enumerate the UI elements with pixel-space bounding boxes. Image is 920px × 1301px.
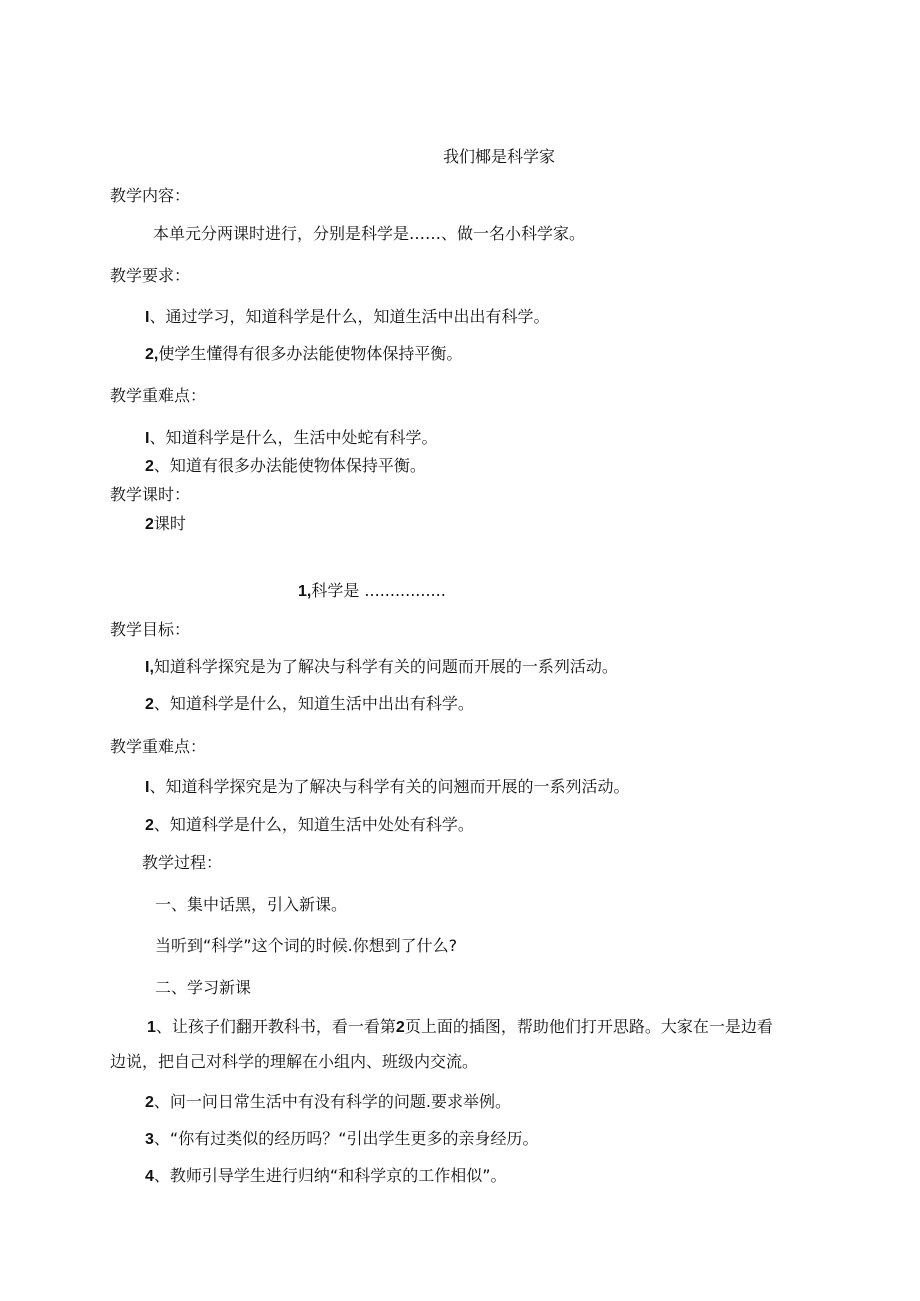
item-text: 、知道有很多办法能使物体保持平衡。 (153, 456, 426, 475)
item-text: 、问一问日常生活中有没有科学的问题.要求举例。 (153, 1092, 511, 1111)
item-number: I (145, 779, 150, 796)
document-title: 我们椰是科学家 (443, 147, 556, 166)
goal-item (145, 694, 474, 715)
item-text: 、让孩子们翻开教科书，看一看第 (155, 1017, 396, 1036)
item-text: 课时 (153, 514, 186, 533)
item-text: 、知道科学是什么，知道生活中出出有科学。 (153, 694, 474, 713)
item-text: 使学生懂得有很多办法能使物体保持平衡。 (158, 344, 463, 363)
heading-teaching-requirements: 教学要求： (110, 266, 191, 285)
process-item (145, 1092, 511, 1113)
class-hours-value (145, 514, 186, 535)
process-step: 二、学习新课 (155, 978, 252, 997)
heading-class-hours: 教学课时： (110, 485, 191, 504)
item-text: 科学是 ................ (311, 581, 446, 600)
requirement-item (145, 307, 549, 328)
process-item (145, 1166, 507, 1187)
item-text: 、“你有过类似的经历吗？“引出学生更多的亲身经历。 (153, 1129, 539, 1148)
item-number: 1, (298, 583, 312, 600)
item-text: 页上面的插图，帮助他们打开思路。大家在一是边看 (404, 1017, 773, 1036)
key-point-item (145, 456, 426, 477)
requirement-item (145, 344, 462, 365)
heading-key-points: 教学重难点： (110, 386, 207, 405)
item-text: 、通过学习，知道科学是什么，知道生活中出出有科学。 (149, 307, 550, 326)
goal-item (145, 657, 618, 678)
heading-key-points-lesson: 教学重难点： (110, 737, 207, 756)
item-text: 、知道科学是什么，生活中处蛇有科学。 (149, 428, 438, 447)
key-point-item (145, 777, 629, 798)
item-text: 、知道科学是什么，知道生活中处处有科学。 (153, 815, 474, 834)
item-number: 2, (145, 346, 159, 363)
item-number: 2 (145, 817, 154, 834)
item-text: 、知道科学探究是为了解决与科学有关的问翘而开展的一系列活动。 (149, 777, 630, 796)
item-text: 知道科学探究是为了解决与科学有关的问题而开展的一系列活动。 (153, 657, 618, 676)
item-number: 2 (145, 458, 154, 475)
page-number: 2 (395, 1019, 405, 1036)
lesson-title (298, 581, 446, 602)
item-number: 1 (147, 1019, 156, 1036)
process-item-continuation: 边说，把自己对科学的理解在小组内、班级内交流。 (110, 1052, 479, 1071)
process-item (145, 1129, 539, 1150)
item-number: 2 (145, 516, 154, 533)
item-number: I (145, 430, 150, 447)
item-number: I (145, 309, 150, 326)
item-number: 3 (145, 1131, 154, 1148)
process-item (147, 1017, 773, 1038)
item-number: 4 (145, 1168, 154, 1185)
key-point-item (145, 815, 474, 836)
process-step: 一、集中话黑，引入新课。 (155, 895, 348, 914)
item-number: I, (145, 659, 154, 676)
content-paragraph: 本单元分两课时进行，分别是科学是……、做一名小科学家。 (153, 224, 586, 243)
heading-teaching-goals: 教学目标： (110, 620, 191, 639)
key-point-item (145, 428, 437, 449)
heading-teaching-content: 教学内容： (110, 186, 191, 205)
heading-teaching-process: 教学过程： (142, 853, 223, 872)
item-number: 2 (145, 696, 154, 713)
item-text: 、教师引导学生进行归纳“和科学京的工作相似”。 (153, 1166, 507, 1185)
process-question: 当听到“科学”这个词的时候.你想到了什么? (155, 936, 458, 955)
item-number: 2 (145, 1094, 154, 1111)
